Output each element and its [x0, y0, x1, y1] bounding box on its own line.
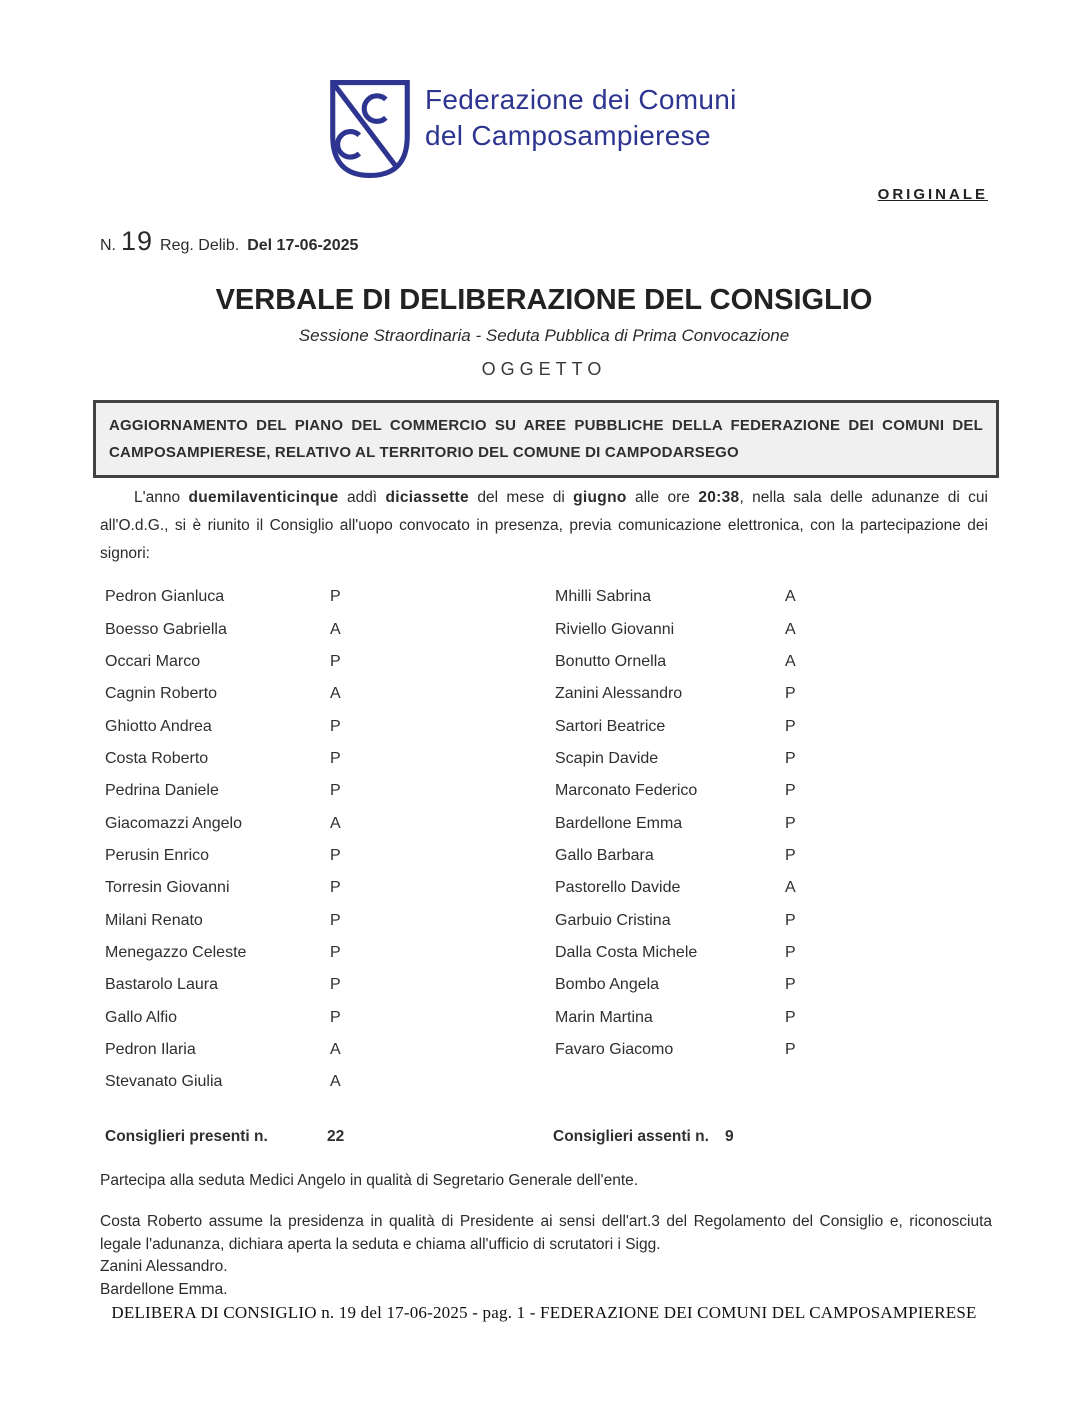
- subject-section-label: OGGETTO: [481, 359, 607, 379]
- councillor-status: P: [330, 652, 341, 670]
- deliberation-date: Del 17-06-2025: [247, 237, 359, 254]
- present-count-label: Consiglieri presenti n.: [105, 1128, 268, 1145]
- councillor-status: A: [785, 879, 796, 897]
- present-count-value: 22: [327, 1128, 345, 1145]
- councillor-status: P: [785, 1008, 796, 1026]
- scrutineer-line-2: Bardellone Emma.: [100, 1280, 228, 1298]
- intro-year-word: duemilaventicinque: [188, 489, 339, 506]
- councillor-name: Bonutto Ornella: [555, 652, 667, 670]
- intro-time: 20:38: [698, 489, 740, 506]
- councillor-name: Pedron Ilaria: [105, 1040, 196, 1058]
- shield-crest-icon: [330, 80, 410, 178]
- councillor-name: Torresin Giovanni: [105, 879, 230, 897]
- councillor-status: A: [330, 1073, 341, 1091]
- councillor-status: P: [785, 749, 796, 767]
- councillor-name: Cagnin Roberto: [105, 685, 218, 703]
- councillor-status: P: [785, 717, 796, 735]
- deliberation-number: 19: [121, 226, 154, 256]
- secretary-participation-line: Partecipa alla seduta Medici Angelo in qualità di Segretario Generale dell'ente.: [100, 1172, 639, 1189]
- councillor-name: Bastarolo Laura: [105, 976, 218, 994]
- councillor-name: Costa Roberto: [105, 749, 209, 767]
- councillor-name: Bombo Angela: [555, 976, 660, 994]
- councillor-status: A: [785, 588, 796, 606]
- councillor-status: P: [785, 911, 796, 929]
- councillor-name: Pedrina Daniele: [105, 782, 219, 800]
- intro-seg2: addì: [338, 489, 386, 506]
- councillor-name: Mhilli Sabrina: [555, 588, 652, 606]
- councillor-status: P: [330, 717, 341, 735]
- councillor-name: Stevanato Giulia: [105, 1073, 223, 1091]
- registry-prefix: N.: [100, 237, 116, 254]
- councillor-status: P: [785, 846, 796, 864]
- attendance-totals: [105, 1122, 987, 1154]
- councillor-name: Gallo Barbara: [555, 846, 654, 864]
- councillor-name: Dalla Costa Michele: [555, 943, 698, 961]
- councillor-status: P: [330, 846, 341, 864]
- councillor-status: A: [330, 620, 341, 638]
- councillor-status: P: [330, 1008, 341, 1026]
- councillor-status: P: [785, 814, 796, 832]
- councillor-status: P: [785, 1040, 796, 1058]
- councillor-name: Ghiotto Andrea: [105, 717, 212, 735]
- councillor-name: Pedron Gianluca: [105, 588, 225, 606]
- logo-line-2: del Camposampierese: [425, 120, 711, 151]
- councillor-name: Milani Renato: [105, 911, 203, 929]
- councillor-name: Garbuio Cristina: [555, 911, 671, 929]
- federation-logo-text: [425, 80, 737, 178]
- councillor-status: P: [785, 685, 796, 703]
- councillor-status: A: [330, 814, 341, 832]
- attendance-list: [105, 581, 987, 1099]
- councillor-status: P: [330, 879, 341, 897]
- councillor-status: A: [785, 620, 796, 638]
- intro-seg1: L'anno: [134, 489, 189, 506]
- councillor-status: P: [330, 749, 341, 767]
- councillor-name: Gallo Alfio: [105, 1008, 178, 1026]
- absent-count-label: Consiglieri assenti n.: [553, 1128, 709, 1145]
- councillor-status: P: [785, 943, 796, 961]
- councillor-status: P: [330, 911, 341, 929]
- councillor-name: Bardellone Emma: [555, 814, 683, 832]
- intro-seg5: , nella sala delle adunanze di cui all'O.d.G., si è riunito il Consiglio all'uopo convocato in presenza, previa comunicazione elettronica, con la partecipazione dei signori:: [100, 489, 989, 562]
- councillor-status: P: [330, 976, 341, 994]
- councillor-name: Pastorello Davide: [555, 879, 681, 897]
- registry-label: Reg. Delib.: [160, 237, 240, 254]
- page-footer: DELIBERA DI CONSIGLIO n. 19 del 17-06-2025 - pag. 1 - FEDERAZIONE DEI COMUNI DEL CAMPOSAMPIERESE: [111, 1303, 977, 1322]
- councillor-name: Boesso Gabriella: [105, 620, 227, 638]
- councillor-name: Perusin Enrico: [105, 846, 210, 864]
- councillor-status: P: [330, 782, 341, 800]
- registry-line: [100, 226, 358, 257]
- president-paragraph: Costa Roberto assume la presidenza in qualità di Presidente ai sensi dell'art.3 del Regolamento del Consiglio e, riconosciuta legale l'adunanza, dichiara aperta la seduta e chiama all'ufficio di scrutatori i Sigg.: [100, 1213, 992, 1253]
- councillor-status: A: [785, 652, 796, 670]
- document-subtitle: Sessione Straordinaria - Seduta Pubblica di Prima Convocazione: [298, 326, 790, 345]
- councillor-name: Marin Martina: [555, 1008, 653, 1026]
- councillor-name: Sartori Beatrice: [555, 717, 666, 735]
- president-block: [100, 1211, 992, 1301]
- councillor-status: P: [330, 588, 341, 606]
- councillor-name: Favaro Giacomo: [555, 1040, 674, 1058]
- intro-day-word: diciassette: [385, 489, 469, 506]
- councillor-name: Zanini Alessandro: [555, 685, 683, 703]
- intro-month-word: giugno: [573, 489, 627, 506]
- councillor-status: A: [330, 685, 341, 703]
- session-intro-paragraph: [100, 484, 988, 568]
- subject-box: AGGIORNAMENTO DEL PIANO DEL COMMERCIO SU AREE PUBBLICHE DELLA FEDERAZIONE DEI COMUNI DEL CAMPOSAMPIERESE, RELATIVO AL TERRITORIO DEL COMUNE DI CAMPODARSEGO: [93, 400, 999, 478]
- councillor-name: Scapin Davide: [555, 749, 659, 767]
- councillor-status: A: [330, 1040, 341, 1058]
- absent-count-value: 9: [725, 1128, 734, 1145]
- copy-type-label: ORIGINALE: [877, 186, 988, 203]
- councillor-name: Menegazzo Celeste: [105, 943, 247, 961]
- councillor-status: P: [785, 976, 796, 994]
- document-title: VERBALE DI DELIBERAZIONE DEL CONSIGLIO: [215, 284, 873, 316]
- councillor-status: P: [785, 782, 796, 800]
- intro-seg4: alle ore: [626, 489, 699, 506]
- scrutineer-line-1: Zanini Alessandro.: [100, 1258, 228, 1275]
- logo-line-1: Federazione dei Comuni: [425, 84, 737, 115]
- federation-logo: [330, 80, 737, 178]
- intro-seg3: del mese di: [468, 489, 574, 506]
- councillor-name: Occari Marco: [105, 652, 201, 670]
- councillor-name: Giacomazzi Angelo: [105, 814, 242, 832]
- councillor-name: Riviello Giovanni: [555, 620, 675, 638]
- councillor-name: Marconato Federico: [555, 782, 698, 800]
- councillor-status: P: [330, 943, 341, 961]
